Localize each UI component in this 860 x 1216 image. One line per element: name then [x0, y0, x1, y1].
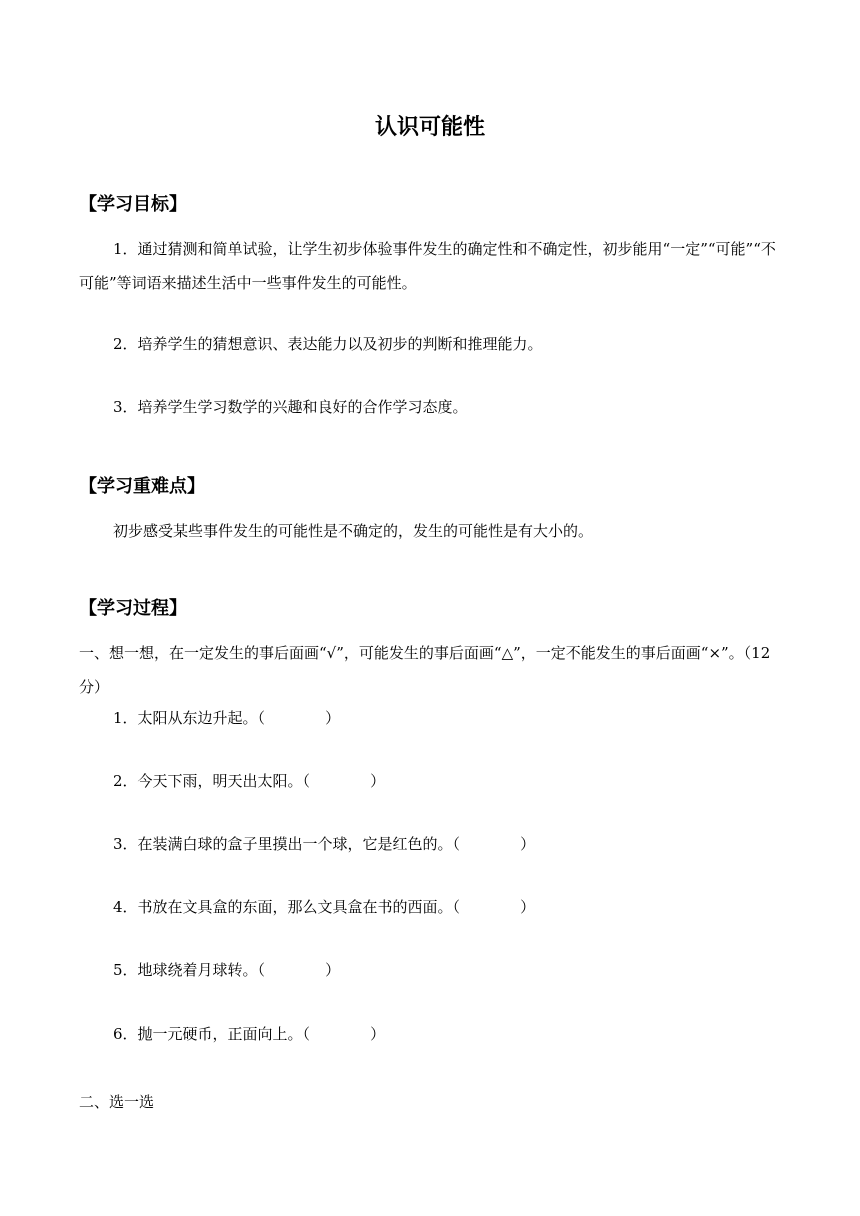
section2-title: 二、选一选 [79, 1093, 155, 1111]
process-heading: 【学习过程】 [79, 598, 187, 619]
objective-item-2: 2．培养学生的猜想意识、表达能力以及初步的判断和推理能力。 [113, 335, 543, 353]
answer-close-paren: ） [325, 961, 341, 979]
key-points-text: 初步感受某些事件发生的可能性是不确定的，发生的可能性是有大小的。 [113, 522, 594, 540]
question-5 [113, 957, 340, 983]
question-text: 1．太阳从东边升起。 [113, 709, 258, 727]
answer-open-paren: （ [257, 709, 266, 727]
question-text: 5．地球绕着月球转。 [113, 961, 258, 979]
objective-item-3: 3．培养学生学习数学的兴趣和良好的合作学习态度。 [113, 398, 468, 416]
question-text: 2．今天下雨，明天出太阳。 [113, 772, 303, 790]
question-3 [113, 831, 535, 857]
question-1 [113, 705, 340, 731]
answer-open-paren: （ [452, 898, 461, 916]
page-title: 认识可能性 [374, 115, 485, 140]
answer-close-paren: ） [370, 772, 386, 790]
question-text: 4．书放在文具盒的东面，那么文具盒在书的西面。 [113, 898, 453, 916]
answer-open-paren: （ [257, 961, 266, 979]
answer-close-paren: ） [520, 898, 536, 916]
objectives-heading: 【学习目标】 [79, 194, 187, 215]
question-4 [113, 894, 535, 920]
answer-close-paren: ） [370, 1025, 386, 1043]
answer-close-paren: ） [325, 709, 341, 727]
key-points-heading: 【学习重难点】 [79, 476, 205, 497]
section1-instructions: 一、想一想，在一定发生的事后面画“√”，可能发生的事后面画“△”，一定不能发生的事后面画“×”。（12 分） [79, 644, 771, 696]
answer-open-paren: （ [302, 1025, 311, 1043]
answer-open-paren: （ [302, 772, 311, 790]
answer-open-paren: （ [452, 835, 461, 853]
question-2 [113, 768, 385, 794]
answer-close-paren: ） [520, 835, 536, 853]
question-text: 3．在装满白球的盒子里摸出一个球，它是红色的。 [113, 835, 453, 853]
question-6 [113, 1021, 385, 1047]
question-text: 6．抛一元硬币，正面向上。 [113, 1025, 303, 1043]
objective-item-1: 1．通过猜测和简单试验，让学生初步体验事件发生的确定性和不确定性，初步能用“一定”“可能”“不可能”等词语来描述生活中一些事件发生的可能性。 [79, 240, 776, 292]
